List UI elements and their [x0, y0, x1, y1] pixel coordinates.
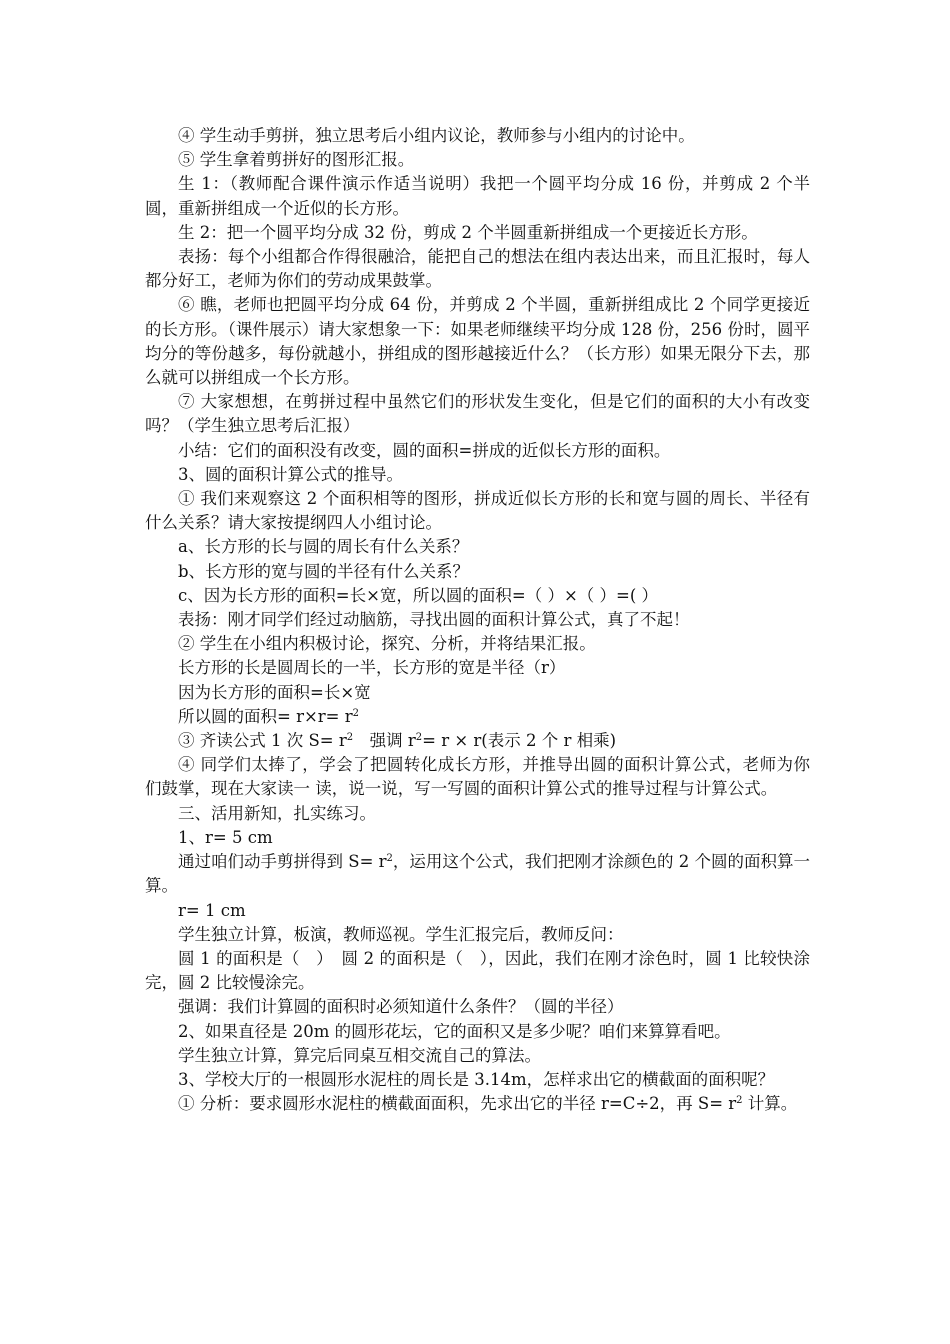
paragraph: [145, 463, 810, 487]
text-run: 3、圆的面积计算公式的推导。: [178, 464, 403, 484]
paragraph: [145, 753, 810, 801]
paragraph: [145, 632, 810, 656]
text-run: ③ 齐读公式 1 次 S= r: [178, 731, 347, 751]
superscript: 2: [736, 1095, 743, 1107]
text-run: 因为长方形的面积=长×宽: [178, 682, 371, 702]
paragraph: [145, 221, 810, 245]
paragraph: [145, 1044, 810, 1068]
text-run: 小结：它们的面积没有改变，圆的面积=拼成的近似长方形的面积。: [178, 440, 671, 460]
paragraph: [145, 439, 810, 463]
text-run: ④ 学生动手剪拼，独立思考后小组内议论，教师参与小组内的讨论中。: [178, 126, 695, 145]
text-run: ，运用这个公式，我们把刚才涂颜色的 2 个圆的面积算一算。: [145, 852, 810, 896]
paragraph: [145, 705, 810, 729]
paragraph: [145, 560, 810, 584]
text-run: 表扬：每个小组都合作得很融洽，能把自己的想法在组内表达出来，而且汇报时，每人都分好工，老师为你们的劳动成果鼓掌。: [145, 247, 810, 291]
text-run: 通过咱们动手剪拼得到 S= r: [178, 852, 387, 872]
paragraph: [145, 1068, 810, 1092]
text-run: ⑤ 学生拿着剪拼好的图形汇报。: [178, 150, 415, 170]
paragraph: [145, 124, 810, 148]
paragraph: [145, 245, 810, 293]
paragraph: [145, 826, 810, 850]
paragraph: [145, 850, 810, 898]
paragraph: [145, 802, 810, 826]
paragraph: [145, 1020, 810, 1044]
paragraph: [145, 947, 810, 995]
text-run: 学生独立计算，算完后同桌互相交流自己的算法。: [178, 1045, 541, 1065]
text-run: ① 我们来观察这 2 个面积相等的图形，拼成近似长方形的长和宽与圆的周长、半径有什么关系？请大家按提纲四人小组讨论。: [145, 489, 810, 533]
superscript: 2: [415, 732, 423, 744]
text-run: 强调 r: [353, 731, 416, 751]
text-run: ⑦ 大家想想，在剪拼过程中虽然它们的形状发生变化，但是它们的面积的大小有改变吗？（学生独立思考后汇报）: [145, 392, 810, 436]
text-run: 学生独立计算，板演，教师巡视。学生汇报完后，教师反问：: [178, 924, 624, 944]
superscript: 2: [386, 853, 393, 865]
paragraph: [145, 1092, 810, 1116]
superscript: 2: [352, 707, 360, 719]
paragraph: [145, 535, 810, 559]
text-run: 3、学校大厅的一根圆形水泥柱的周长是 3.14m，怎样求出它的横截面的面积呢？: [178, 1069, 775, 1089]
paragraph: [145, 293, 810, 390]
paragraph: [145, 487, 810, 535]
paragraph: [145, 899, 810, 923]
text-run: 强调：我们计算圆的面积时必须知道什么条件？（圆的半径）: [178, 997, 624, 1017]
text-run: ② 学生在小组内积极讨论，探究、分析，并将结果汇报。: [178, 634, 596, 654]
paragraph: [145, 390, 810, 438]
text-run: 1、r= 5 cm: [178, 827, 273, 847]
paragraph: [145, 608, 810, 632]
paragraph: [145, 995, 810, 1019]
text-run: 计算。: [742, 1094, 798, 1114]
text-run: 2、如果直径是 20m 的圆形花坛，它的面积又是多少呢？咱们来算算看吧。: [178, 1021, 731, 1041]
text-run: 表扬：刚才同学们经过动脑筋，寻找出圆的面积计算公式，真了不起！: [178, 610, 690, 630]
document-body: [145, 124, 810, 1116]
paragraph: [145, 729, 810, 753]
paragraph: [145, 172, 810, 220]
text-run: b、长方形的宽与圆的半径有什么关系？: [178, 561, 470, 581]
text-run: ⑥ 瞧，老师也把圆平均分成 64 份，并剪成 2 个半圆，重新拼组成比 2 个同学更接近的长方形。（课件展示）请大家想象一下：如果老师继续平均分成 128 份，256 份时，圆平均分的等份越多，每份就越小，拼组成的图形越接近什么？（长方形）如果无限分下去，那么就可以拼组成一个长方形。: [145, 295, 810, 388]
text-run: 所以圆的面积= r×r= r: [178, 706, 353, 726]
text-run: 三、活用新知，扎实练习。: [178, 803, 376, 823]
paragraph: [145, 923, 810, 947]
paragraph: [145, 584, 810, 608]
paragraph: [145, 681, 810, 705]
text-run: a、长方形的长与圆的周长有什么关系？: [178, 537, 469, 557]
text-run: r= 1 cm: [178, 900, 246, 920]
text-run: 生 1：（教师配合课件演示作适当说明）我把一个圆平均分成 16 份，并剪成 2 个半圆，重新拼组成一个近似的长方形。: [145, 174, 810, 218]
text-run: 长方形的长是圆周长的一半，长方形的宽是半径（r）: [178, 658, 566, 678]
text-run: 生 2：把一个圆平均分成 32 份，剪成 2 个半圆重新拼组成一个更接近长方形。: [178, 222, 758, 242]
text-run: 圆 1 的面积是（ ） 圆 2 的面积是（ ），因此，我们在刚才涂色时，圆 1 比较快涂完，圆 2 比较慢涂完。: [145, 948, 810, 993]
paragraph: [145, 656, 810, 680]
text-run: = r × r(表示 2 个 r 相乘): [422, 731, 617, 751]
text-run: c、因为长方形的面积=长×宽，所以圆的面积=（ ）×（ ）=( ）: [178, 585, 659, 605]
text-run: ④ 同学们太捧了，学会了把圆转化成长方形，并推导出圆的面积计算公式，老师为你们鼓掌，现在大家读一 读，说一说，写一写圆的面积计算公式的推导过程与计算公式。: [145, 755, 810, 799]
paragraph: [145, 148, 810, 172]
superscript: 2: [346, 732, 354, 744]
text-run: ① 分析：要求圆形水泥柱的横截面面积，先求出它的半径 r=C÷2，再 S= r: [178, 1094, 737, 1114]
